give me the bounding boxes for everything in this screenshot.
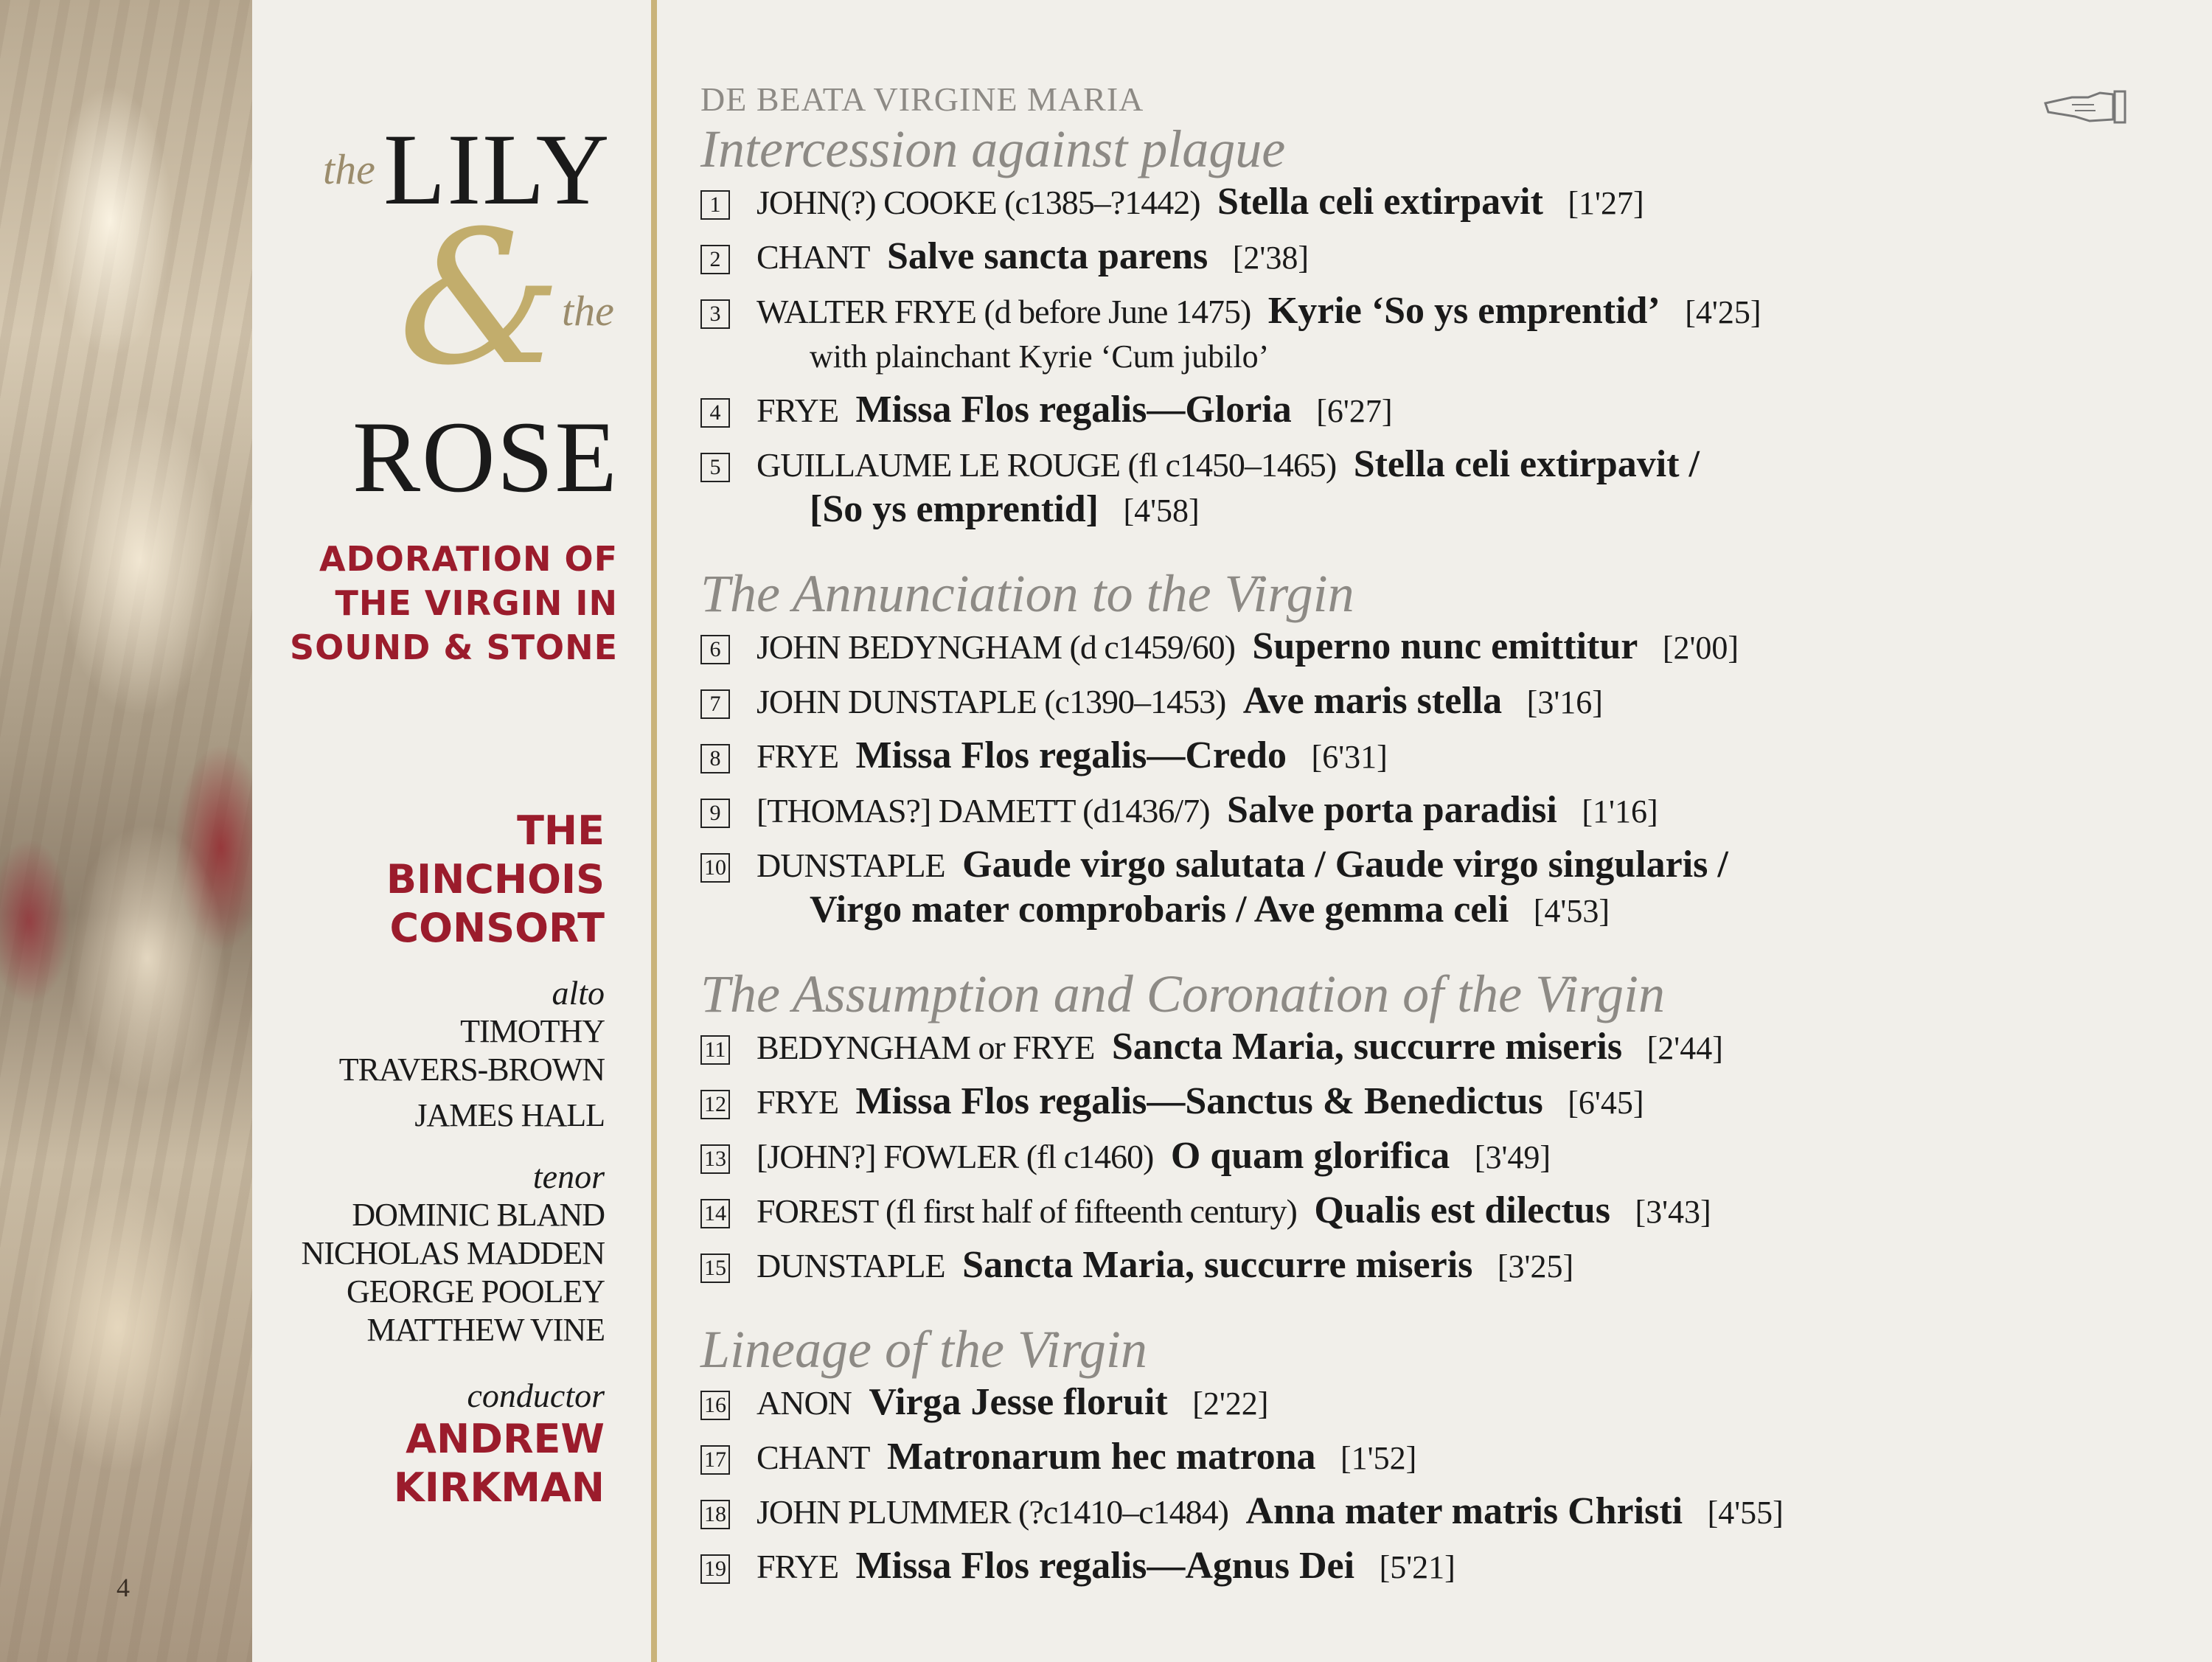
singer-name: NICHOLAS MADDEN bbox=[301, 1235, 605, 1271]
track-work: Missa Flos regalis—Agnus Dei bbox=[855, 1545, 1355, 1587]
cover-stone-carving-image bbox=[0, 0, 252, 1662]
track-item bbox=[700, 1243, 2175, 1289]
track-number: 7 bbox=[700, 689, 730, 719]
track-duration: [6'45] bbox=[1568, 1085, 1644, 1121]
track-number: 19 bbox=[700, 1554, 730, 1584]
track-item bbox=[700, 234, 2175, 280]
track-note: with plainchant Kyrie ‘Cum jubilo’ bbox=[810, 338, 1270, 375]
track-duration: [1'27] bbox=[1568, 185, 1644, 221]
title-rose: ROSE bbox=[352, 400, 619, 513]
singer-name: MATTHEW VINE bbox=[366, 1312, 605, 1348]
track-item bbox=[700, 1134, 2175, 1180]
section-title: The Assumption and Coronation of the Virgin bbox=[700, 964, 1666, 1023]
tenor-label: tenor bbox=[532, 1158, 605, 1195]
track-item bbox=[700, 734, 2175, 779]
track-composer: GUILLAUME LE ROUGE (fl c1450–1465) bbox=[757, 446, 1337, 484]
track-item bbox=[700, 289, 2175, 379]
track-composer: JOHN(?) COOKE (c1385–?1442) bbox=[757, 184, 1200, 221]
track-number: 2 bbox=[700, 245, 730, 274]
track-composer: JOHN DUNSTAPLE (c1390–1453) bbox=[757, 683, 1226, 720]
gold-divider bbox=[651, 0, 657, 1662]
track-list bbox=[700, 81, 2175, 1599]
track-work: Matronarum hec matrona bbox=[886, 1436, 1316, 1478]
singer-name: DOMINIC BLAND bbox=[352, 1197, 605, 1233]
track-number: 12 bbox=[700, 1090, 730, 1119]
track-item bbox=[700, 1544, 2175, 1590]
track-item bbox=[700, 625, 2175, 670]
track-work: Missa Flos regalis—Gloria bbox=[855, 389, 1292, 431]
track-number: 6 bbox=[700, 635, 730, 664]
ensemble-line: BINCHOIS bbox=[386, 856, 605, 903]
track-duration: [1'52] bbox=[1340, 1440, 1417, 1476]
conductor-line: ANDREW bbox=[406, 1416, 605, 1462]
track-work: Anna mater matris Christi bbox=[1245, 1490, 1683, 1532]
track-duration: [1'16] bbox=[1582, 793, 1658, 830]
track-item bbox=[700, 1025, 2175, 1071]
conductor-line: KIRKMAN bbox=[393, 1464, 605, 1511]
track-item bbox=[700, 1079, 2175, 1125]
title-ampersand: & bbox=[398, 191, 563, 406]
track-duration: [5'21] bbox=[1379, 1549, 1455, 1585]
track-number: 8 bbox=[700, 744, 730, 773]
track-work: Salve sancta parens bbox=[886, 235, 1208, 277]
subtitle-line: THE VIRGIN IN bbox=[335, 583, 618, 623]
track-composer: FRYE bbox=[757, 1083, 839, 1121]
track-composer: [THOMAS?] DAMETT (d1436/7) bbox=[757, 792, 1210, 830]
track-composer: DUNSTAPLE bbox=[757, 846, 945, 884]
track-composer: BEDYNGHAM or FRYE bbox=[757, 1029, 1095, 1066]
title-the-2: the bbox=[562, 287, 614, 335]
track-number: 1 bbox=[700, 190, 730, 220]
track-work: Missa Flos regalis—Sanctus & Benedictus bbox=[855, 1080, 1543, 1122]
track-work: Gaude virgo salutata / Gaude virgo singularis / bbox=[962, 844, 1728, 886]
album-subtitle bbox=[280, 537, 618, 670]
singer-name: TIMOTHY bbox=[460, 1013, 605, 1049]
track-composer: ANON bbox=[757, 1384, 852, 1422]
alto-label: alto bbox=[552, 974, 605, 1012]
track-number: 14 bbox=[700, 1199, 730, 1228]
track-work: Virga Jesse floruit bbox=[869, 1381, 1168, 1423]
track-item bbox=[700, 388, 2175, 434]
track-work: Missa Flos regalis—Credo bbox=[855, 734, 1287, 776]
track-number: 9 bbox=[700, 799, 730, 828]
page-number: 4 bbox=[116, 1573, 130, 1602]
track-work: Sancta Maria, succurre miseris bbox=[1111, 1026, 1623, 1068]
track-composer: FRYE bbox=[757, 392, 839, 429]
performer-credits bbox=[280, 973, 605, 1512]
track-duration: [2'44] bbox=[1646, 1030, 1723, 1066]
track-number: 17 bbox=[700, 1445, 730, 1475]
track-composer: JOHN BEDYNGHAM (d c1459/60) bbox=[757, 628, 1235, 666]
track-work: Sancta Maria, succurre miseris bbox=[962, 1244, 1473, 1286]
track-composer: DUNSTAPLE bbox=[757, 1247, 945, 1284]
track-work: Ave maris stella bbox=[1242, 680, 1503, 722]
ensemble-line: THE bbox=[517, 807, 605, 854]
subtitle-line: ADORATION OF bbox=[319, 539, 618, 579]
track-number: 4 bbox=[700, 398, 730, 428]
section-title: Lineage of the Virgin bbox=[700, 1320, 1147, 1379]
track-number: 3 bbox=[700, 299, 730, 329]
track-number: 13 bbox=[700, 1144, 730, 1174]
track-composer: FRYE bbox=[757, 1548, 839, 1585]
track-work: Superno nunc emittitur bbox=[1252, 625, 1638, 667]
track-duration: [3'25] bbox=[1497, 1248, 1574, 1284]
track-number: 16 bbox=[700, 1391, 730, 1420]
singer-name: JAMES HALL bbox=[414, 1097, 605, 1133]
track-item bbox=[700, 788, 2175, 834]
track-composer: WALTER FRYE (d before June 1475) bbox=[757, 293, 1251, 330]
track-composer: JOHN PLUMMER (?c1410–c1484) bbox=[757, 1493, 1228, 1531]
track-item bbox=[700, 1189, 2175, 1234]
track-item bbox=[700, 1380, 2175, 1426]
track-duration: [4'53] bbox=[1533, 893, 1610, 929]
track-duration: [3'16] bbox=[1526, 684, 1603, 720]
track-number: 18 bbox=[700, 1500, 730, 1529]
track-work-continued: [So ys emprentid] bbox=[810, 488, 1099, 530]
ensemble-line: CONSORT bbox=[389, 905, 605, 951]
track-duration: [3'49] bbox=[1474, 1139, 1551, 1175]
track-composer: FRYE bbox=[757, 737, 839, 775]
track-composer: CHANT bbox=[757, 1439, 870, 1476]
track-duration: [2'00] bbox=[1662, 630, 1739, 666]
track-work: Qualis est dilectus bbox=[1314, 1189, 1610, 1231]
track-composer: CHANT bbox=[757, 238, 870, 276]
track-duration: [6'31] bbox=[1311, 739, 1388, 775]
track-work: Stella celi extirpavit bbox=[1217, 181, 1543, 223]
section-title: Intercession against plague bbox=[700, 119, 1286, 178]
track-composer: FOREST (fl first half of fifteenth century) bbox=[757, 1192, 1297, 1230]
track-item bbox=[700, 442, 2175, 533]
conductor-label: conductor bbox=[467, 1377, 605, 1414]
track-work: O quam glorifica bbox=[1170, 1135, 1450, 1177]
track-number: 15 bbox=[700, 1254, 730, 1283]
track-work: Kyrie ‘So ys emprentid’ bbox=[1267, 290, 1660, 332]
singer-name: TRAVERS-BROWN bbox=[338, 1051, 605, 1088]
track-number: 10 bbox=[700, 853, 730, 883]
track-duration: [2'38] bbox=[1232, 240, 1309, 276]
track-number: 5 bbox=[700, 453, 730, 482]
track-work: Stella celi extirpavit / bbox=[1353, 443, 1700, 485]
track-duration: [6'27] bbox=[1316, 393, 1393, 429]
track-work-continued: Virgo mater comprobaris / Ave gemma celi bbox=[810, 889, 1509, 931]
track-item bbox=[700, 1489, 2175, 1535]
track-composer: [JOHN?] FOWLER (fl c1460) bbox=[757, 1138, 1154, 1175]
track-item bbox=[700, 1435, 2175, 1481]
title-lily: LILY bbox=[383, 113, 611, 226]
track-duration: [3'43] bbox=[1635, 1194, 1711, 1230]
track-list-kicker: DE BEATA VIRGINE MARIA bbox=[700, 80, 1144, 118]
singer-name: GEORGE POOLEY bbox=[347, 1273, 605, 1310]
track-item bbox=[700, 843, 2175, 933]
title-the-1: the bbox=[323, 145, 375, 193]
track-number: 11 bbox=[700, 1035, 730, 1065]
subtitle-line: SOUND & STONE bbox=[290, 627, 618, 667]
section-title: The Annunciation to the Virgin bbox=[700, 564, 1354, 623]
ensemble-name bbox=[280, 807, 605, 953]
track-duration: [4'58] bbox=[1123, 493, 1200, 529]
conductor-name bbox=[280, 1415, 605, 1512]
track-duration: [2'22] bbox=[1192, 1385, 1269, 1422]
track-item bbox=[700, 180, 2175, 226]
track-item bbox=[700, 679, 2175, 725]
track-duration: [4'55] bbox=[1707, 1495, 1784, 1531]
track-work: Salve porta paradisi bbox=[1227, 789, 1557, 831]
track-duration: [4'25] bbox=[1685, 294, 1761, 330]
